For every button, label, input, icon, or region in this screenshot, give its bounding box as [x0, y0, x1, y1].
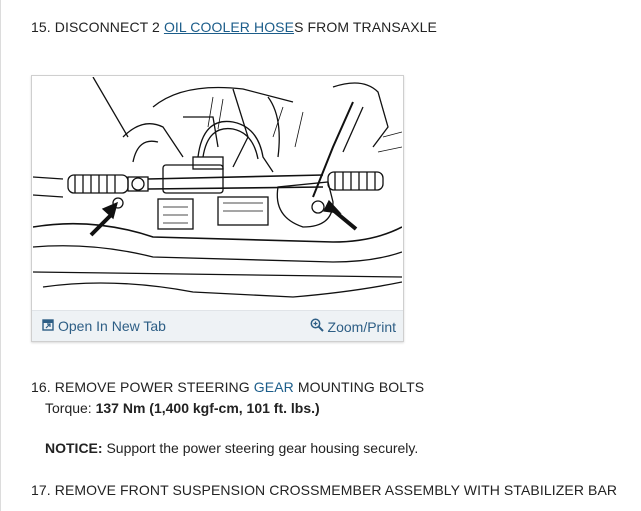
torque-label: Torque: — [45, 400, 96, 416]
open-in-new-tab-button[interactable] — [42, 318, 166, 334]
zoom-icon — [310, 318, 324, 335]
step-17-text: 17. REMOVE FRONT SUSPENSION CROSSMEMBER ASSEMBLY WITH STABILIZER BAR — [31, 482, 618, 498]
figure-card — [31, 75, 404, 342]
step-16-suffix: MOUNTING BOLTS — [293, 379, 425, 395]
steering-gear-illustration[interactable] — [33, 77, 402, 311]
step-15-suffix: S FROM TRANSAXLE — [294, 19, 437, 35]
notice — [45, 440, 418, 456]
step-16-prefix: 16. REMOVE POWER STEERING — [31, 379, 254, 395]
zoom-print-button[interactable] — [310, 318, 396, 335]
step-15 — [31, 19, 437, 35]
open-tab-icon — [42, 318, 54, 334]
step-17 — [31, 482, 617, 498]
open-in-new-tab-label: Open In New Tab — [58, 318, 166, 334]
left-divider — [0, 0, 1, 511]
torque-value: 137 Nm (1,400 kgf-cm, 101 ft. lbs.) — [95, 400, 320, 416]
oil-cooler-hose-link[interactable]: OIL COOLER HOSE — [163, 19, 295, 35]
torque-spec — [45, 400, 320, 416]
gear-term[interactable]: GEAR — [253, 379, 294, 395]
notice-text: Support the power steering gear housing securely. — [102, 440, 419, 456]
notice-label: NOTICE: — [45, 440, 103, 456]
figure-toolbar — [32, 310, 403, 341]
step-16 — [31, 379, 424, 395]
step-15-prefix: 15. DISCONNECT 2 — [31, 19, 164, 35]
zoom-print-label: Zoom/Print — [327, 318, 396, 335]
